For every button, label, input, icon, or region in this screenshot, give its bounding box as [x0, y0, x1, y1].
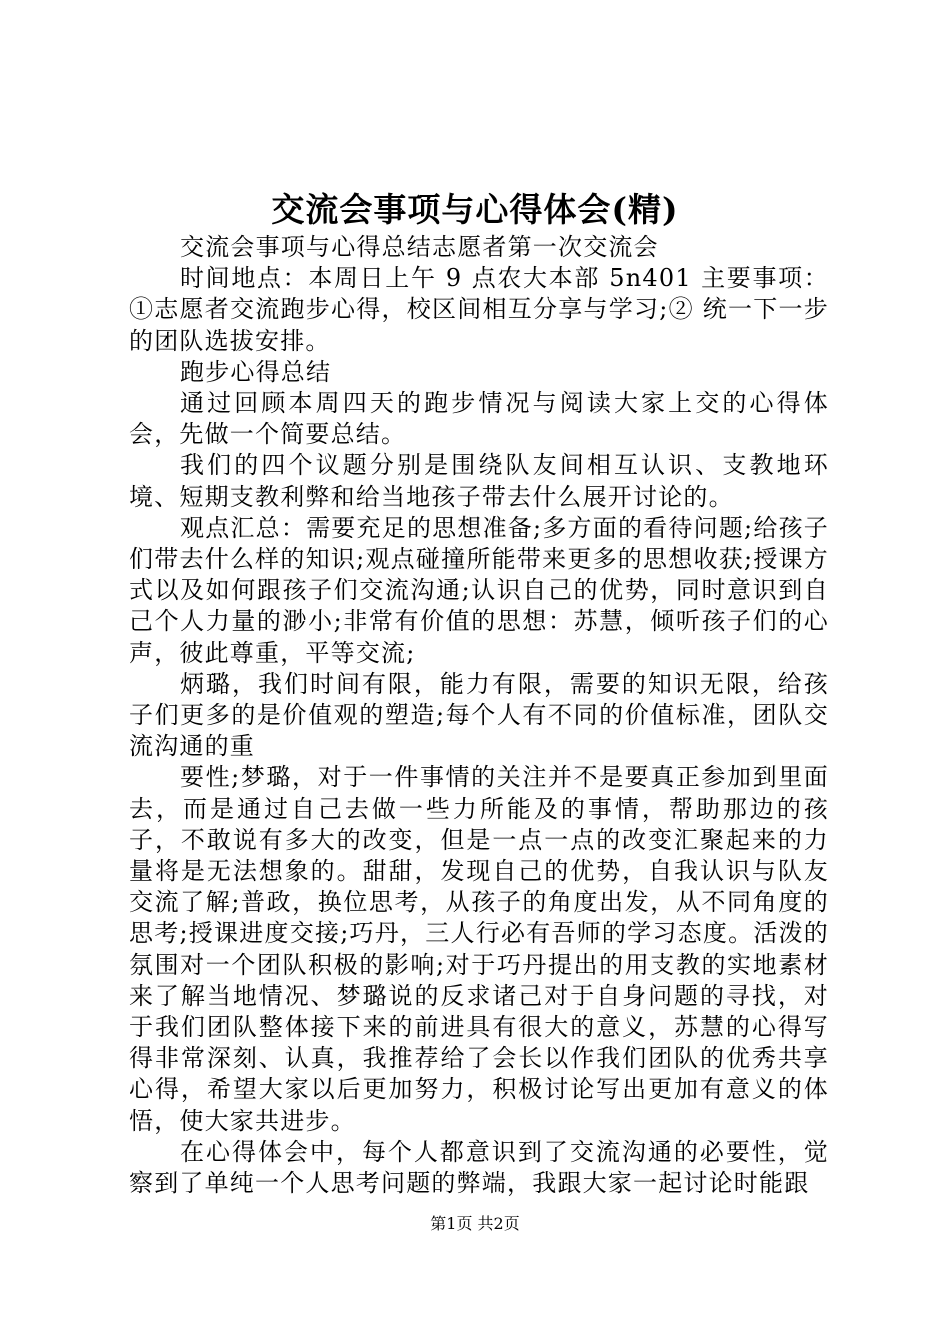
paragraph-time-place: 时间地点：本周日上午 9 点农大本部 5n401 主要事项：①志愿者交流跑步心得，校区间相互分享与学习;② 统一下一步的团队选拔安排。	[129, 264, 829, 355]
paragraph-review: 通过回顾本周四天的跑步情况与阅读大家上交的心得体会，先做一个简要总结。	[129, 389, 829, 449]
paragraph-binglu: 炳璐，我们时间有限，能力有限，需要的知识无限，给孩子们更多的是价值观的塑造;每个人有不同的价值标准，团队交流沟通的重	[129, 669, 829, 761]
page-indicator: 第1页 共2页	[430, 1214, 520, 1233]
document-body	[129, 232, 829, 1199]
paragraph-subtitle: 交流会事项与心得总结志愿者第一次交流会	[180, 233, 659, 261]
paragraph-heading-summary: 跑步心得总结	[180, 357, 332, 386]
paragraph-importance: 要性;梦璐，对于一件事情的关注并不是要真正参加到里面去，而是通过自己去做一些力所能及的事情，帮助那边的孩子，不敢说有多大的改变，但是一点一点的改变汇聚起来的力量将是无法想象的。甜甜，发现自己的优势，自我认识与队友交流了解;普政，换位思考，从孩子的角度出发，从不同角度的思考;授课进度交接;巧丹，三人行必有吾师的学习态度。活泼的氛围对一个团队积极的影响;对于巧丹提出的用支教的实地素材来了解当地情况、梦璐说的反求诸己对于自身问题的寻找，对于我们团队整体接下来的前进具有很大的意义，苏慧的心得写得非常深刻、认真，我推荐给了会长以作我们团队的优秀共享心得，希望大家以后更加努力，积极讨论写出更加有意义的体悟，使大家共进步。	[129, 763, 829, 1135]
paragraph-reflection: 在心得体会中，每个人都意识到了交流沟通的必要性，觉察到了单纯一个人思考问题的弊端，我跟大家一起讨论时能跟	[129, 1137, 829, 1198]
paragraph-topics: 我们的四个议题分别是围绕队友间相互认识、支教地环境、短期支教利弊和给当地孩子带去什么展开讨论的。	[129, 451, 829, 511]
document-title: 交流会事项与心得体会(精)	[271, 190, 679, 229]
paragraph-viewpoints: 观点汇总：需要充足的思想准备;多方面的看待问题;给孩子们带去什么样的知识;观点碰撞所能带来更多的思想收获;授课方式以及如何跟孩子们交流沟通;认识自己的优势，同时意识到自己个人力量的渺小;非常有价值的思想：苏慧，倾听孩子们的心声，彼此尊重，平等交流;	[129, 513, 829, 667]
